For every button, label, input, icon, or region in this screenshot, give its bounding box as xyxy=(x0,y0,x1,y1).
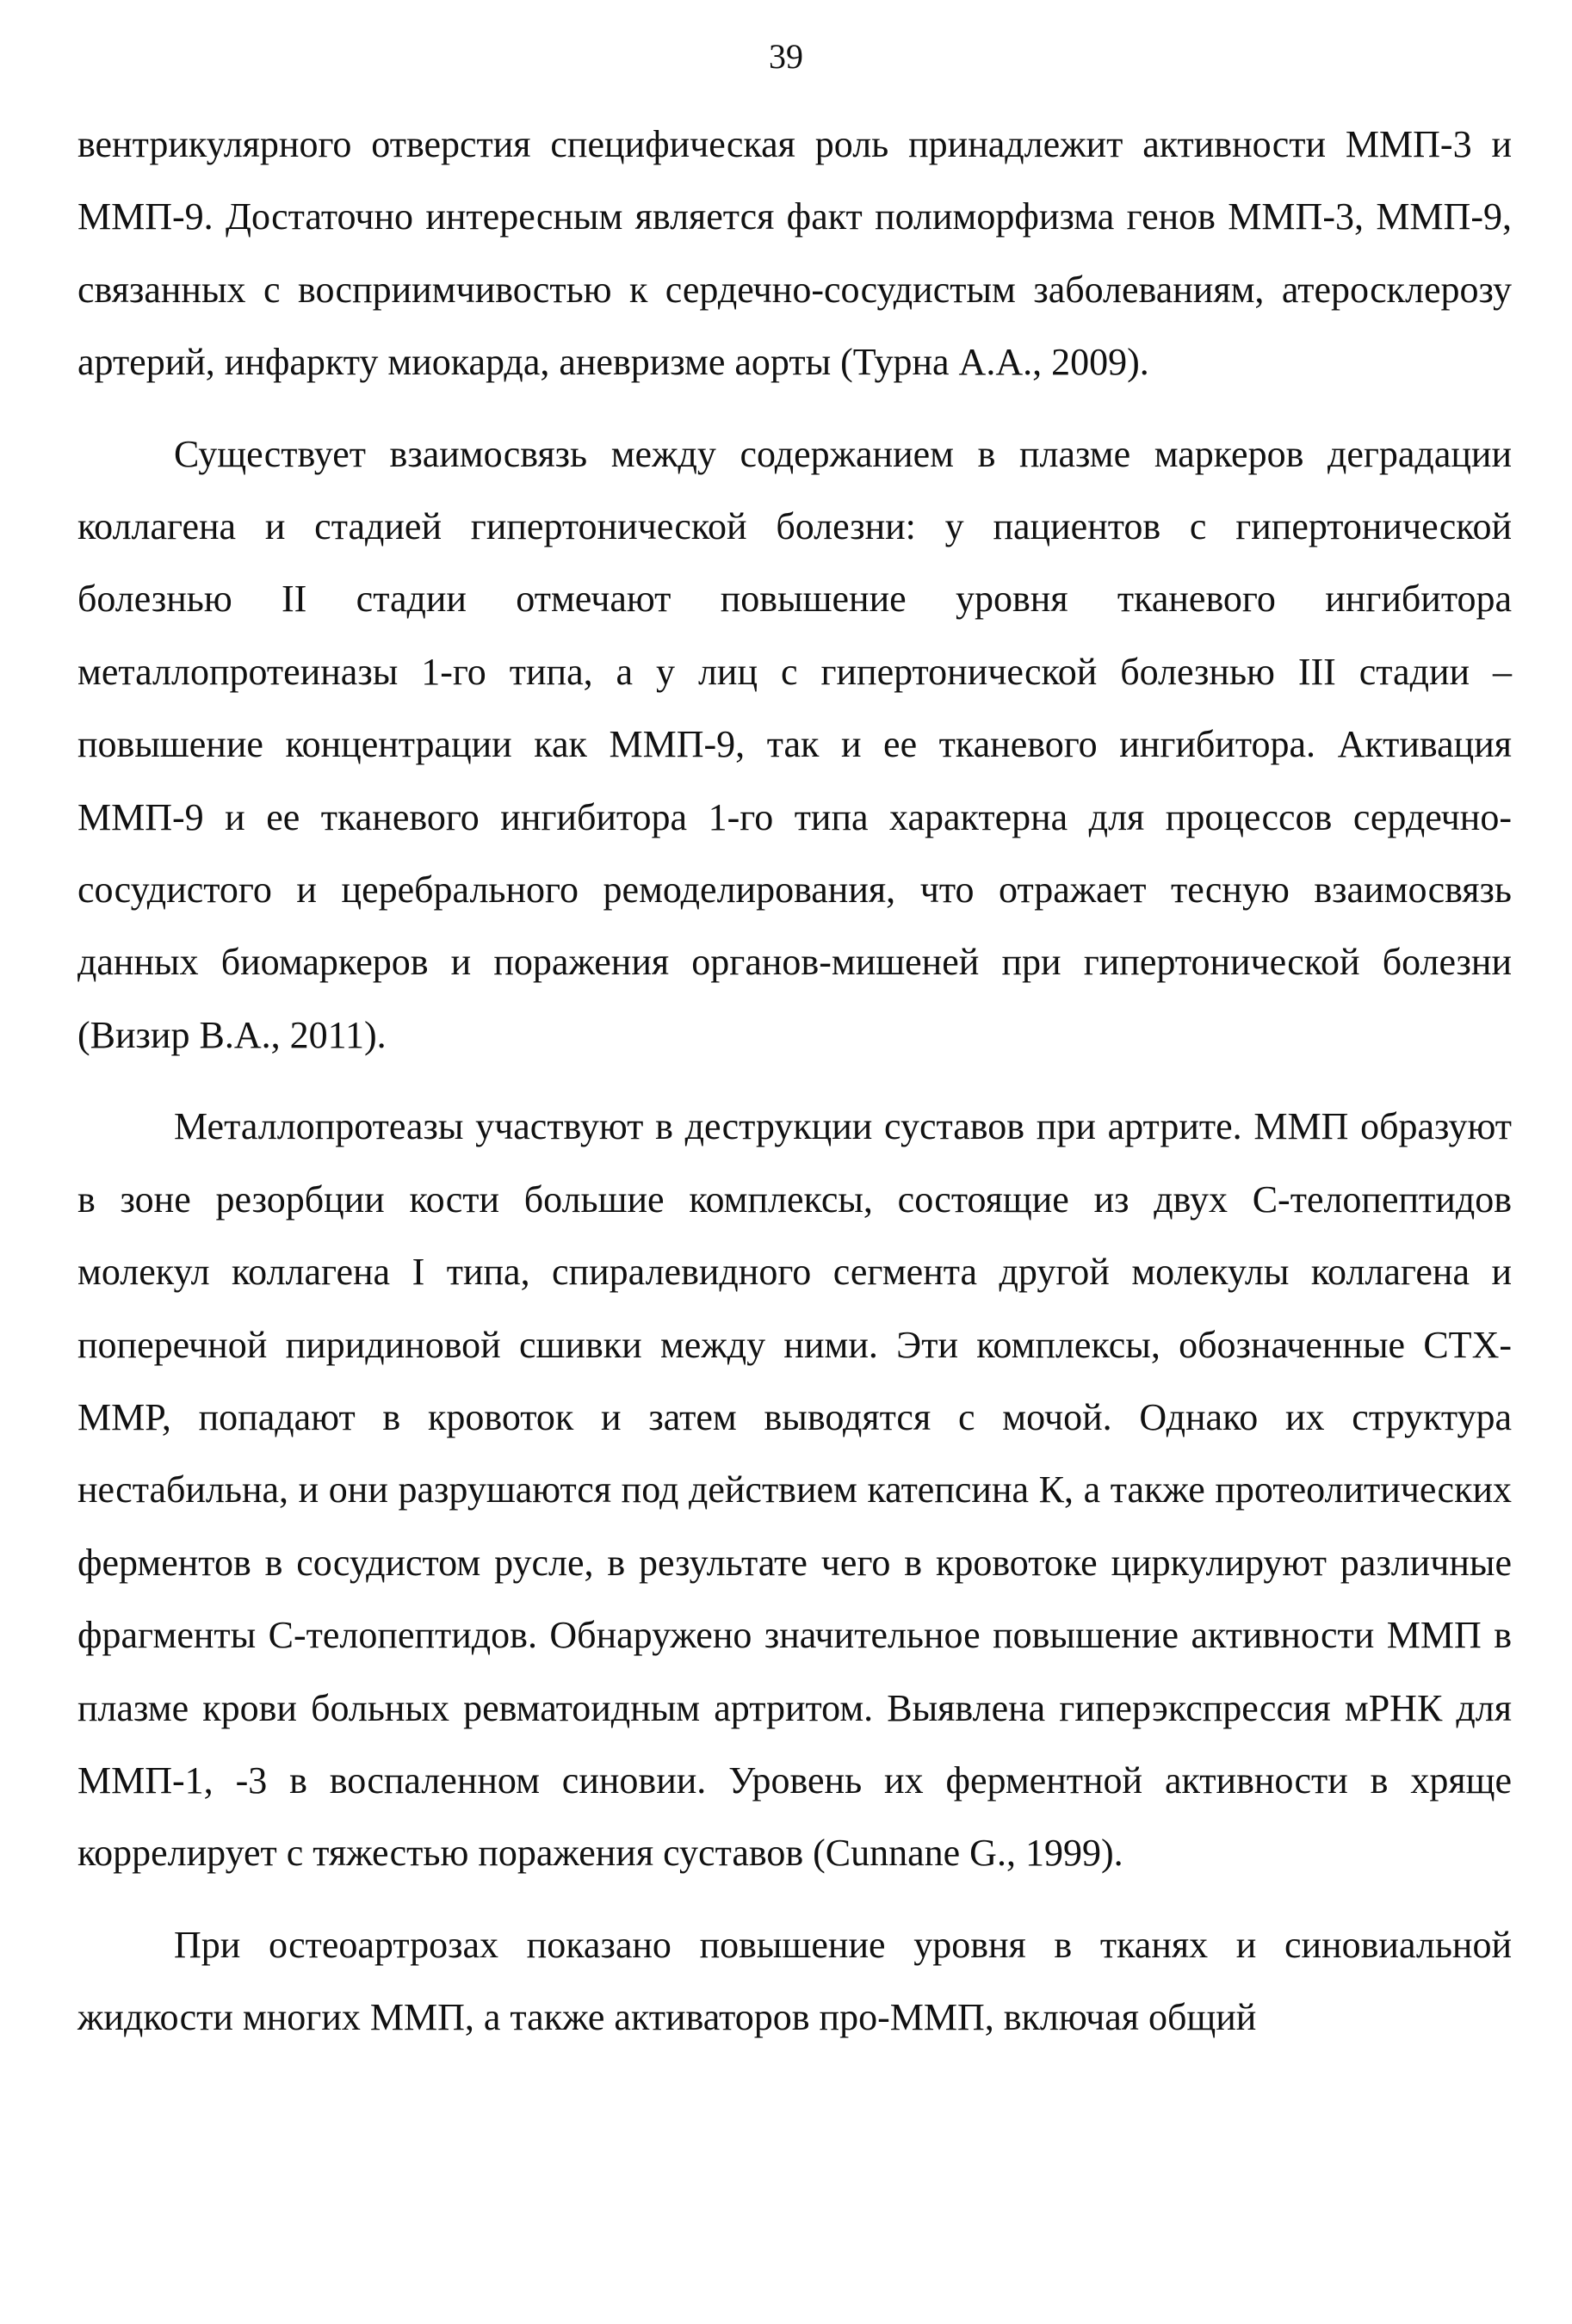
paragraph-hypertension-markers: Существует взаимосвязь между содержанием в плазме маркеров деградации коллагена и стадией гипертонической болезни: у пациентов с гипертонической болезнью II стадии отмечают повышение уровня тканевого ингибитора металлопротеиназы 1-го типа, а у лиц с гипертонической болезнью III стадии – повышение концентрации как ММП-9, так и ее тканевого ингибитора. Активация ММП-9 и ее тканевого ингибитора 1-го типа характерна для процессов сердечно-сосудистого и церебрального ремоделирования, что отражает тесную взаимосвязь данных биомаркеров и поражения органов-мишеней при гипертонической болезни (Визир В.А., 2011). xyxy=(77,432,1512,1056)
paragraph-continued: вентрикулярного отверстия специфическая роль принадлежит активности ММП-3 и ММП-9. Достаточно интересным является факт полиморфизма генов ММП-3, ММП-9, связанных с восприимчивостью к сердечно-сосудистым заболеваниям, атеросклерозу артерий, инфаркту миокарда, аневризме аорты (Турна А.А., 2009). xyxy=(77,123,1512,384)
paragraph-osteoarthrosis: При остеоартрозах показано повышение уровня в тканях и синовиальной жидкости многих ММП, а также активаторов про-ММП, включая общий xyxy=(77,1923,1512,2039)
page-number: 39 xyxy=(769,37,803,76)
page-body xyxy=(77,108,1512,2055)
paragraph-arthritis-mmp: Металлопротеазы участвуют в деструкции суставов при артрите. ММП образуют в зоне резорбции кости большие комплексы, состоящие из двух С-телопептидов молекул коллагена I типа, спиралевидного сегмента другой молекулы коллагена и поперечной пиридиновой сшивки между ними. Эти комплексы, обозначенные CTX-MMP, попадают в кровоток и затем выводятся с мочой. Однако их структура нестабильна, и они разрушаются под действием катепсина К, а также протеолитических ферментов в сосудистом русле, в результате чего в кровотоке циркулируют различные фрагменты С-телопептидов. Обнаружено значительное повышение активности ММП в плазме крови больных ревматоидным артритом. Выявлена гиперэкспрессия мРНК для ММП-1, -3 в воспаленном синовии. Уровень их ферментной активности в хряще коррелирует с тяжестью поражения суставов (Cunnane G., 1999). xyxy=(77,1105,1512,1875)
